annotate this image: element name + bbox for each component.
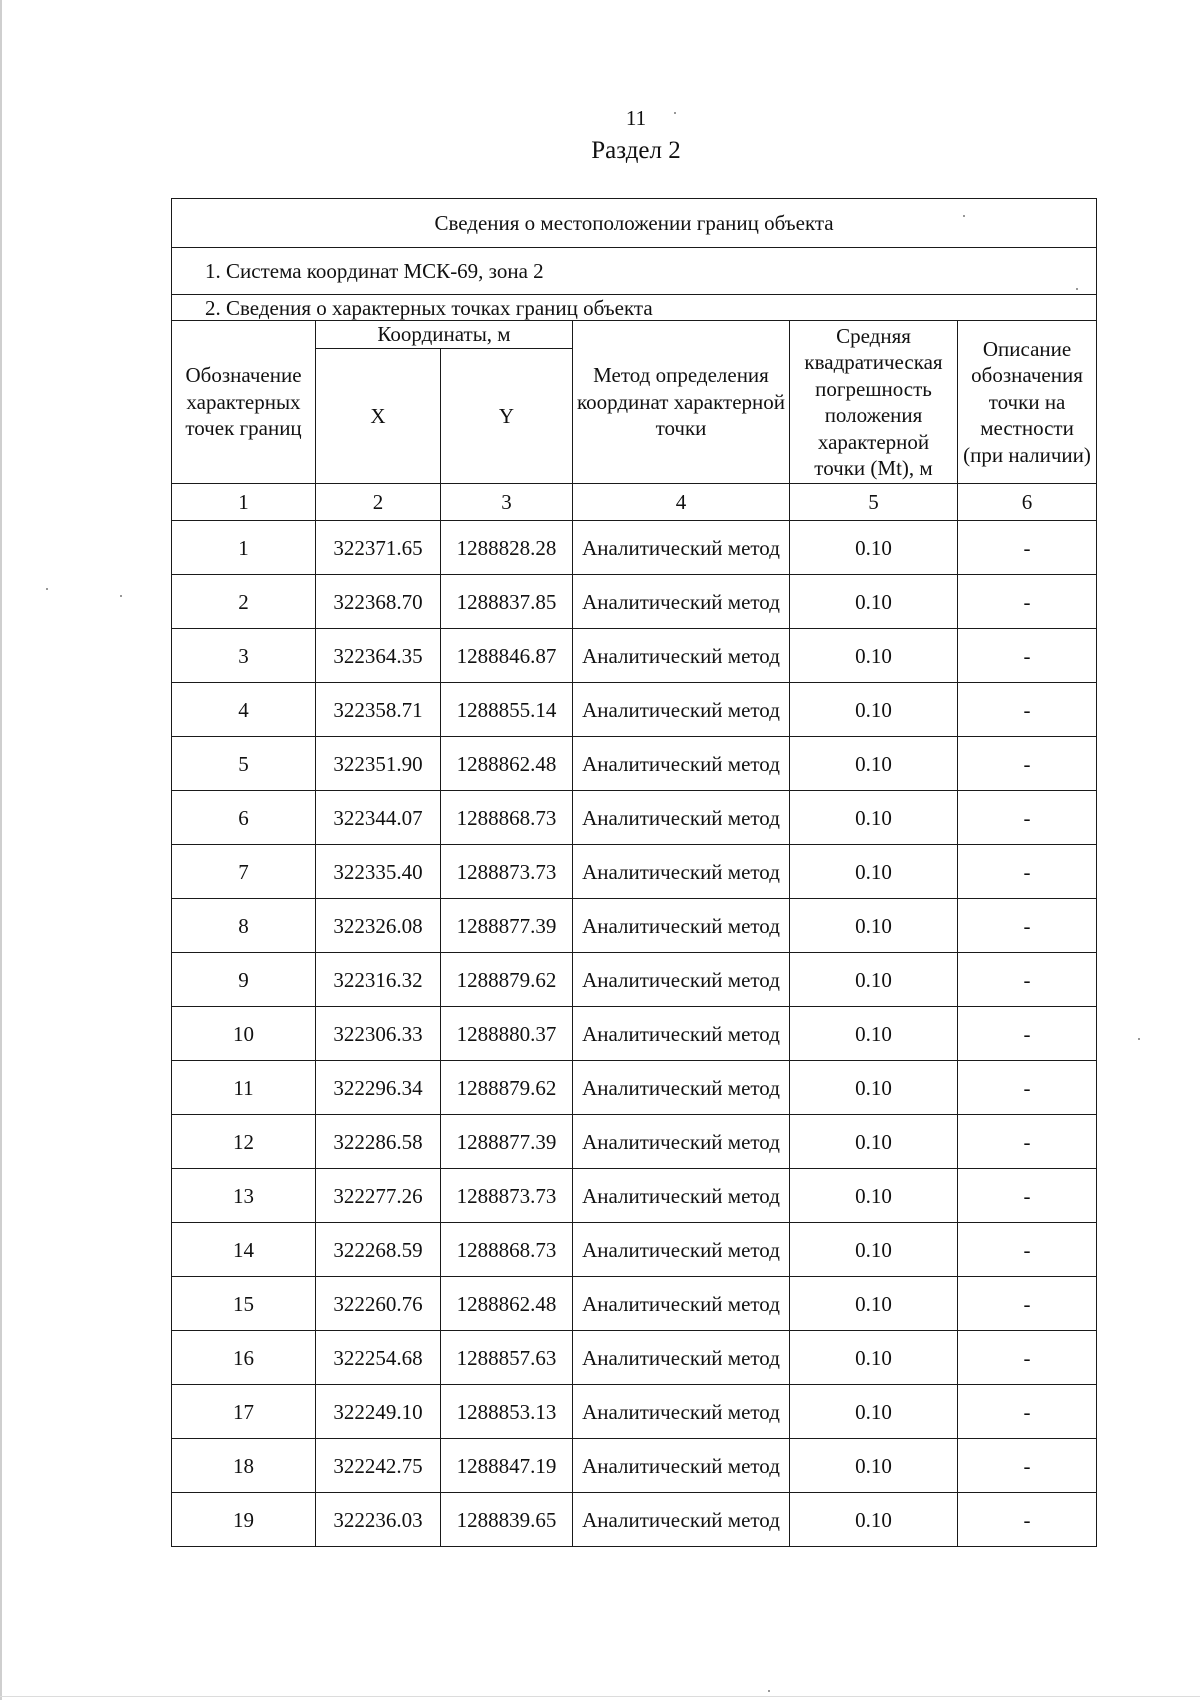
table-row bbox=[172, 1385, 1097, 1439]
description-cell: - bbox=[958, 1007, 1097, 1061]
table-row bbox=[172, 1223, 1097, 1277]
point-number-cell: 1 bbox=[172, 521, 316, 575]
error-cell: 0.10 bbox=[790, 1061, 958, 1115]
method-cell: Аналитический метод bbox=[573, 1061, 790, 1115]
error-cell: 0.10 bbox=[790, 1169, 958, 1223]
description-cell: - bbox=[958, 953, 1097, 1007]
column-numbers-row bbox=[172, 484, 1097, 521]
point-number-cell: 15 bbox=[172, 1277, 316, 1331]
table-title-row bbox=[172, 199, 1097, 248]
table-row bbox=[172, 629, 1097, 683]
table-row bbox=[172, 683, 1097, 737]
point-number-cell: 9 bbox=[172, 953, 316, 1007]
header-error: Средняя квадратическая погрешность положения характерной точки (Mt), м bbox=[790, 321, 958, 484]
point-number-cell: 16 bbox=[172, 1331, 316, 1385]
description-cell: - bbox=[958, 1061, 1097, 1115]
point-number-cell: 10 bbox=[172, 1007, 316, 1061]
method-cell: Аналитический метод bbox=[573, 899, 790, 953]
table-row bbox=[172, 1331, 1097, 1385]
point-number-cell: 5 bbox=[172, 737, 316, 791]
coord-x-cell: 322326.08 bbox=[316, 899, 441, 953]
coord-x-cell: 322236.03 bbox=[316, 1493, 441, 1547]
table-row bbox=[172, 575, 1097, 629]
column-number: 2 bbox=[316, 484, 441, 521]
table-row bbox=[172, 1061, 1097, 1115]
error-cell: 0.10 bbox=[790, 737, 958, 791]
table-row bbox=[172, 899, 1097, 953]
coord-y-cell: 1288828.28 bbox=[441, 521, 573, 575]
error-cell: 0.10 bbox=[790, 899, 958, 953]
coord-y-cell: 1288847.19 bbox=[441, 1439, 573, 1493]
point-number-cell: 3 bbox=[172, 629, 316, 683]
error-cell: 0.10 bbox=[790, 521, 958, 575]
boundary-points-table bbox=[171, 198, 1097, 1547]
method-cell: Аналитический метод bbox=[573, 845, 790, 899]
description-cell: - bbox=[958, 1115, 1097, 1169]
table-row bbox=[172, 791, 1097, 845]
error-cell: 0.10 bbox=[790, 1277, 958, 1331]
coord-y-cell: 1288855.14 bbox=[441, 683, 573, 737]
coordinate-system-row bbox=[172, 248, 1097, 295]
coord-y-cell: 1288877.39 bbox=[441, 1115, 573, 1169]
scan-speck bbox=[674, 112, 676, 114]
description-cell: - bbox=[958, 1277, 1097, 1331]
description-cell: - bbox=[958, 1331, 1097, 1385]
error-cell: 0.10 bbox=[790, 1223, 958, 1277]
coord-y-cell: 1288880.37 bbox=[441, 1007, 573, 1061]
point-number-cell: 14 bbox=[172, 1223, 316, 1277]
table-title: Сведения о местоположении границ объекта bbox=[172, 199, 1097, 248]
description-cell: - bbox=[958, 1385, 1097, 1439]
description-cell: - bbox=[958, 683, 1097, 737]
table-row bbox=[172, 1493, 1097, 1547]
coord-x-cell: 322277.26 bbox=[316, 1169, 441, 1223]
error-cell: 0.10 bbox=[790, 1385, 958, 1439]
coord-x-cell: 322371.65 bbox=[316, 521, 441, 575]
header-method: Метод определения координат характерной точки bbox=[573, 321, 790, 484]
error-cell: 0.10 bbox=[790, 1115, 958, 1169]
table-row bbox=[172, 1169, 1097, 1223]
method-cell: Аналитический метод bbox=[573, 1115, 790, 1169]
column-number: 5 bbox=[790, 484, 958, 521]
method-cell: Аналитический метод bbox=[573, 1331, 790, 1385]
page-number: 11 bbox=[625, 106, 647, 130]
method-cell: Аналитический метод bbox=[573, 629, 790, 683]
description-cell: - bbox=[958, 1439, 1097, 1493]
coord-x-cell: 322335.40 bbox=[316, 845, 441, 899]
method-cell: Аналитический метод bbox=[573, 683, 790, 737]
coord-y-cell: 1288868.73 bbox=[441, 791, 573, 845]
description-cell: - bbox=[958, 1223, 1097, 1277]
coord-y-cell: 1288862.48 bbox=[441, 1277, 573, 1331]
description-cell: - bbox=[958, 575, 1097, 629]
coord-y-cell: 1288873.73 bbox=[441, 1169, 573, 1223]
coord-x-cell: 322242.75 bbox=[316, 1439, 441, 1493]
point-number-cell: 18 bbox=[172, 1439, 316, 1493]
coord-x-cell: 322260.76 bbox=[316, 1277, 441, 1331]
description-cell: - bbox=[958, 1493, 1097, 1547]
coord-x-cell: 322344.07 bbox=[316, 791, 441, 845]
coord-y-cell: 1288853.13 bbox=[441, 1385, 573, 1439]
table-row bbox=[172, 1115, 1097, 1169]
description-cell: - bbox=[958, 845, 1097, 899]
coord-x-cell: 322254.68 bbox=[316, 1331, 441, 1385]
header-x: X bbox=[316, 349, 441, 484]
error-cell: 0.10 bbox=[790, 845, 958, 899]
point-number-cell: 4 bbox=[172, 683, 316, 737]
method-cell: Аналитический метод bbox=[573, 1169, 790, 1223]
point-number-cell: 7 bbox=[172, 845, 316, 899]
coord-x-cell: 322351.90 bbox=[316, 737, 441, 791]
header-y: Y bbox=[441, 349, 573, 484]
scan-speck bbox=[963, 215, 965, 217]
points-heading: 2. Сведения о характерных точках границ объекта bbox=[172, 295, 1097, 321]
error-cell: 0.10 bbox=[790, 1007, 958, 1061]
method-cell: Аналитический метод bbox=[573, 953, 790, 1007]
column-number: 1 bbox=[172, 484, 316, 521]
column-number: 6 bbox=[958, 484, 1097, 521]
method-cell: Аналитический метод bbox=[573, 1007, 790, 1061]
coord-y-cell: 1288846.87 bbox=[441, 629, 573, 683]
coord-y-cell: 1288868.73 bbox=[441, 1223, 573, 1277]
method-cell: Аналитический метод bbox=[573, 1385, 790, 1439]
coord-x-cell: 322249.10 bbox=[316, 1385, 441, 1439]
table-row bbox=[172, 1277, 1097, 1331]
method-cell: Аналитический метод bbox=[573, 1439, 790, 1493]
scan-speck bbox=[1076, 288, 1078, 290]
error-cell: 0.10 bbox=[790, 629, 958, 683]
scan-bottom-edge bbox=[0, 1696, 1200, 1697]
coord-y-cell: 1288879.62 bbox=[441, 953, 573, 1007]
point-number-cell: 19 bbox=[172, 1493, 316, 1547]
coord-x-cell: 322286.58 bbox=[316, 1115, 441, 1169]
scan-left-edge bbox=[0, 0, 2, 1700]
point-number-cell: 6 bbox=[172, 791, 316, 845]
table-body bbox=[172, 199, 1097, 1547]
scan-speck bbox=[120, 595, 122, 597]
error-cell: 0.10 bbox=[790, 1331, 958, 1385]
header-description: Описание обозначения точки на местности (при наличии) bbox=[958, 321, 1097, 484]
points-heading-row bbox=[172, 295, 1097, 321]
header-coordinates: Координаты, м bbox=[316, 321, 573, 349]
description-cell: - bbox=[958, 1169, 1097, 1223]
header-row bbox=[172, 321, 1097, 349]
scan-speck bbox=[46, 588, 48, 590]
header-designation: Обозначение характерных точек границ bbox=[172, 321, 316, 484]
coord-x-cell: 322268.59 bbox=[316, 1223, 441, 1277]
section-title: Раздел 2 bbox=[591, 137, 681, 164]
coord-y-cell: 1288879.62 bbox=[441, 1061, 573, 1115]
coord-x-cell: 322368.70 bbox=[316, 575, 441, 629]
method-cell: Аналитический метод bbox=[573, 1277, 790, 1331]
description-cell: - bbox=[958, 629, 1097, 683]
coordinate-system: 1. Система координат МСК-69, зона 2 bbox=[172, 248, 1097, 295]
description-cell: - bbox=[958, 521, 1097, 575]
table-row bbox=[172, 521, 1097, 575]
error-cell: 0.10 bbox=[790, 1439, 958, 1493]
table-row bbox=[172, 737, 1097, 791]
scan-speck bbox=[1138, 1038, 1140, 1040]
coord-x-cell: 322364.35 bbox=[316, 629, 441, 683]
point-number-cell: 8 bbox=[172, 899, 316, 953]
method-cell: Аналитический метод bbox=[573, 737, 790, 791]
error-cell: 0.10 bbox=[790, 1493, 958, 1547]
coord-x-cell: 322296.34 bbox=[316, 1061, 441, 1115]
coord-y-cell: 1288873.73 bbox=[441, 845, 573, 899]
method-cell: Аналитический метод bbox=[573, 1223, 790, 1277]
error-cell: 0.10 bbox=[790, 575, 958, 629]
coord-y-cell: 1288857.63 bbox=[441, 1331, 573, 1385]
coord-y-cell: 1288837.85 bbox=[441, 575, 573, 629]
description-cell: - bbox=[958, 899, 1097, 953]
point-number-cell: 13 bbox=[172, 1169, 316, 1223]
coord-y-cell: 1288877.39 bbox=[441, 899, 573, 953]
error-cell: 0.10 bbox=[790, 791, 958, 845]
scan-speck bbox=[768, 1690, 770, 1692]
method-cell: Аналитический метод bbox=[573, 791, 790, 845]
table-row bbox=[172, 845, 1097, 899]
coord-x-cell: 322358.71 bbox=[316, 683, 441, 737]
table-row bbox=[172, 1007, 1097, 1061]
table-row bbox=[172, 1439, 1097, 1493]
point-number-cell: 12 bbox=[172, 1115, 316, 1169]
description-cell: - bbox=[958, 737, 1097, 791]
coord-y-cell: 1288862.48 bbox=[441, 737, 573, 791]
description-cell: - bbox=[958, 791, 1097, 845]
point-number-cell: 2 bbox=[172, 575, 316, 629]
method-cell: Аналитический метод bbox=[573, 575, 790, 629]
coord-x-cell: 322306.33 bbox=[316, 1007, 441, 1061]
column-number: 4 bbox=[573, 484, 790, 521]
table-row bbox=[172, 953, 1097, 1007]
method-cell: Аналитический метод bbox=[573, 521, 790, 575]
error-cell: 0.10 bbox=[790, 683, 958, 737]
column-number: 3 bbox=[441, 484, 573, 521]
coord-x-cell: 322316.32 bbox=[316, 953, 441, 1007]
coord-y-cell: 1288839.65 bbox=[441, 1493, 573, 1547]
error-cell: 0.10 bbox=[790, 953, 958, 1007]
method-cell: Аналитический метод bbox=[573, 1493, 790, 1547]
point-number-cell: 17 bbox=[172, 1385, 316, 1439]
point-number-cell: 11 bbox=[172, 1061, 316, 1115]
